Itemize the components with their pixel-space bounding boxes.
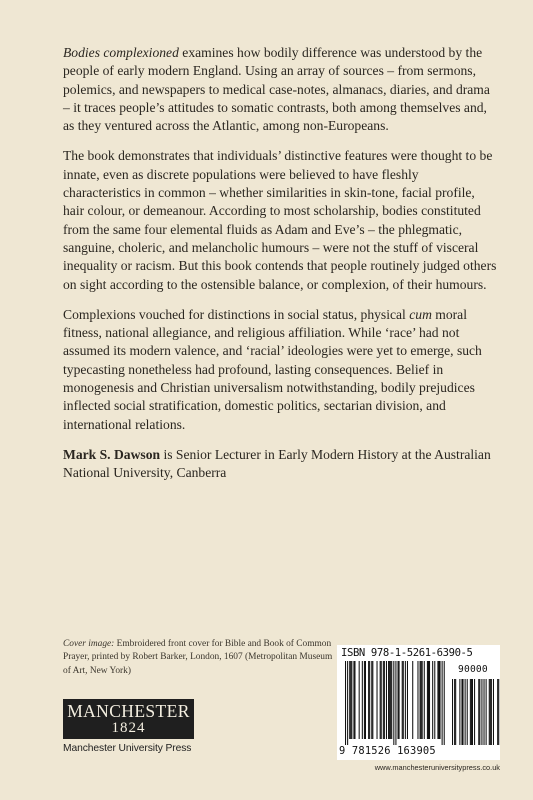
publisher-logo-year: 1824 (111, 720, 146, 736)
barcode-bar (427, 661, 428, 739)
barcode-bar (428, 661, 429, 739)
book-title: Bodies complexioned (63, 45, 179, 60)
addon-bar (481, 679, 482, 745)
barcode-bar (393, 661, 394, 745)
barcode-bar (351, 661, 352, 739)
cover-image-credit-text: Embroidered front cover for Bible and Book of Common Prayer, printed by Robert Barker, London, 1607 (Metropolitan Museum of Art, New York) (63, 639, 333, 676)
addon-bar (491, 679, 492, 745)
addon-bar (459, 679, 460, 745)
barcode-bar (421, 661, 422, 739)
barcode-bar (407, 661, 408, 739)
publisher-logo-name: MANCHESTER (67, 701, 190, 721)
barcode-bar (424, 661, 425, 739)
blurb-paragraph-3-text-a: Complexions vouched for distinctions in social status, physical (63, 306, 410, 322)
barcode-bar (371, 661, 372, 739)
publisher-website: www.manchesteruniversitypress.co.uk (374, 763, 500, 772)
addon-bar (463, 679, 464, 745)
author-name: Mark S. Dawson (63, 446, 161, 462)
barcode-bar (372, 661, 373, 739)
blurb-paragraph-1 (63, 44, 499, 135)
blurb-paragraph-2: The book demonstrates that individuals’ distinctive features were thought to be innate, even as discrete populations were believed to have fleshly characteristics in common – whether similarities in skin-tone, facial profile, hair colour, or demeanour. According to most scholarship, bodies constituted from the same four elemental fluids as Adam and Eve’s – the phlegmatic, sanguine, choleric, and melancholic humours – were not the stuff of visceral inequality or racism. But this book contends that people routinely judged others on sight according to the ostensible balance, or complexion, of their humours. (63, 148, 497, 292)
blurb-paragraph-3-text-b: moral fitness, national allegiance, and religious affiliation. While ‘race’ had not assumed its modern valence, and ‘racial’ ideologies were yet to emerge, such typecasting nonetheless had profound, lasting consequences. Belief in monogenesis and Christian universalism notwithstanding, bodily prejudices inflected social stratification, domestic politics, sectarian division, and international relations. (63, 306, 482, 432)
barcode-bar (420, 661, 421, 739)
barcode-bar (364, 661, 365, 739)
barcode-bar (362, 661, 363, 739)
publisher-name: Manchester University Press (63, 743, 192, 754)
addon-bar (472, 679, 473, 745)
barcode-bar (399, 661, 400, 739)
barcode-bar (377, 661, 378, 739)
isbn-barcode (337, 645, 500, 760)
barcode-bar (440, 661, 441, 739)
publisher-logo (63, 699, 203, 754)
cover-image-label: Cover image: (63, 639, 115, 649)
author-bio (63, 446, 499, 483)
barcode-bar (432, 661, 433, 739)
barcode-bar (345, 661, 346, 745)
barcode-bar (384, 661, 385, 739)
barcode-bar (405, 661, 406, 739)
barcode-bar (380, 661, 381, 739)
barcode-bar (350, 661, 351, 739)
barcode-bar (434, 661, 435, 739)
cum-italic: cum (409, 306, 432, 322)
barcode-bar (442, 661, 443, 745)
blurb-paragraph-1-text: examines how bodily difference was understood by the people of early modern England. Using an array of sources – from sermons, polemics, and newspapers to medical case-notes, almanacs, diaries, and drama – it traces people’s attitudes to somatic contrasts, both among themselves and, as they ventured across the Atlantic, among non-Europeans. (63, 45, 490, 134)
back-cover-blurb (63, 44, 499, 495)
barcode-bar (388, 661, 389, 739)
barcode-bar (369, 661, 370, 739)
addon-bar (461, 679, 462, 745)
barcode-bar (386, 661, 387, 739)
barcode-bar (365, 661, 366, 739)
barcode-digits: 9 781526 163905 (339, 745, 436, 757)
blurb-paragraph-3 (63, 306, 499, 434)
addon-bar (478, 679, 479, 745)
addon-bar (465, 679, 466, 745)
barcode-bar (437, 661, 438, 739)
barcode-bar (381, 661, 382, 739)
addon-bar (484, 679, 485, 745)
barcode-bar (389, 661, 390, 739)
price-code: 90000 (458, 664, 488, 675)
barcode-bar (354, 661, 355, 739)
barcode-bar (390, 661, 391, 739)
addon-bar (454, 679, 455, 745)
barcode-bar (368, 661, 369, 739)
barcode-bars (337, 659, 500, 747)
cover-image-credit (63, 638, 333, 678)
addon-bar (470, 679, 471, 745)
barcode-bar (398, 661, 399, 739)
barcode-bar (429, 661, 430, 739)
addon-bar (467, 679, 468, 745)
barcode-bar (391, 661, 392, 739)
publisher-logo-mark (63, 699, 194, 739)
barcode-bar (395, 661, 396, 745)
addon-bar (497, 679, 498, 745)
barcode-bar (422, 661, 423, 739)
barcode-bar (359, 661, 360, 739)
addon-bar (486, 679, 487, 745)
addon-bar (498, 679, 499, 745)
barcode-bar (402, 661, 403, 739)
addon-bar (490, 679, 491, 745)
barcode-bar (444, 661, 445, 745)
addon-bar (455, 679, 456, 745)
author-bio-text: is Senior Lecturer in Early Modern History at the Australian National University, Canberra (63, 446, 491, 481)
addon-bar (452, 679, 453, 745)
barcode-bar (347, 661, 348, 745)
barcode-bar (438, 661, 439, 739)
barcode-bar (383, 661, 384, 739)
addon-bar (493, 679, 494, 745)
barcode-bar (349, 661, 350, 739)
addon-bar (489, 679, 490, 745)
barcode-bar (403, 661, 404, 739)
barcode-bar (412, 661, 413, 739)
addon-bar (471, 679, 472, 745)
isbn-label: ISBN 978-1-5261-6390-5 (341, 647, 473, 659)
addon-bar (474, 679, 475, 745)
barcode-bar (353, 661, 354, 739)
barcode-bar (417, 661, 418, 739)
addon-bar (479, 679, 480, 745)
